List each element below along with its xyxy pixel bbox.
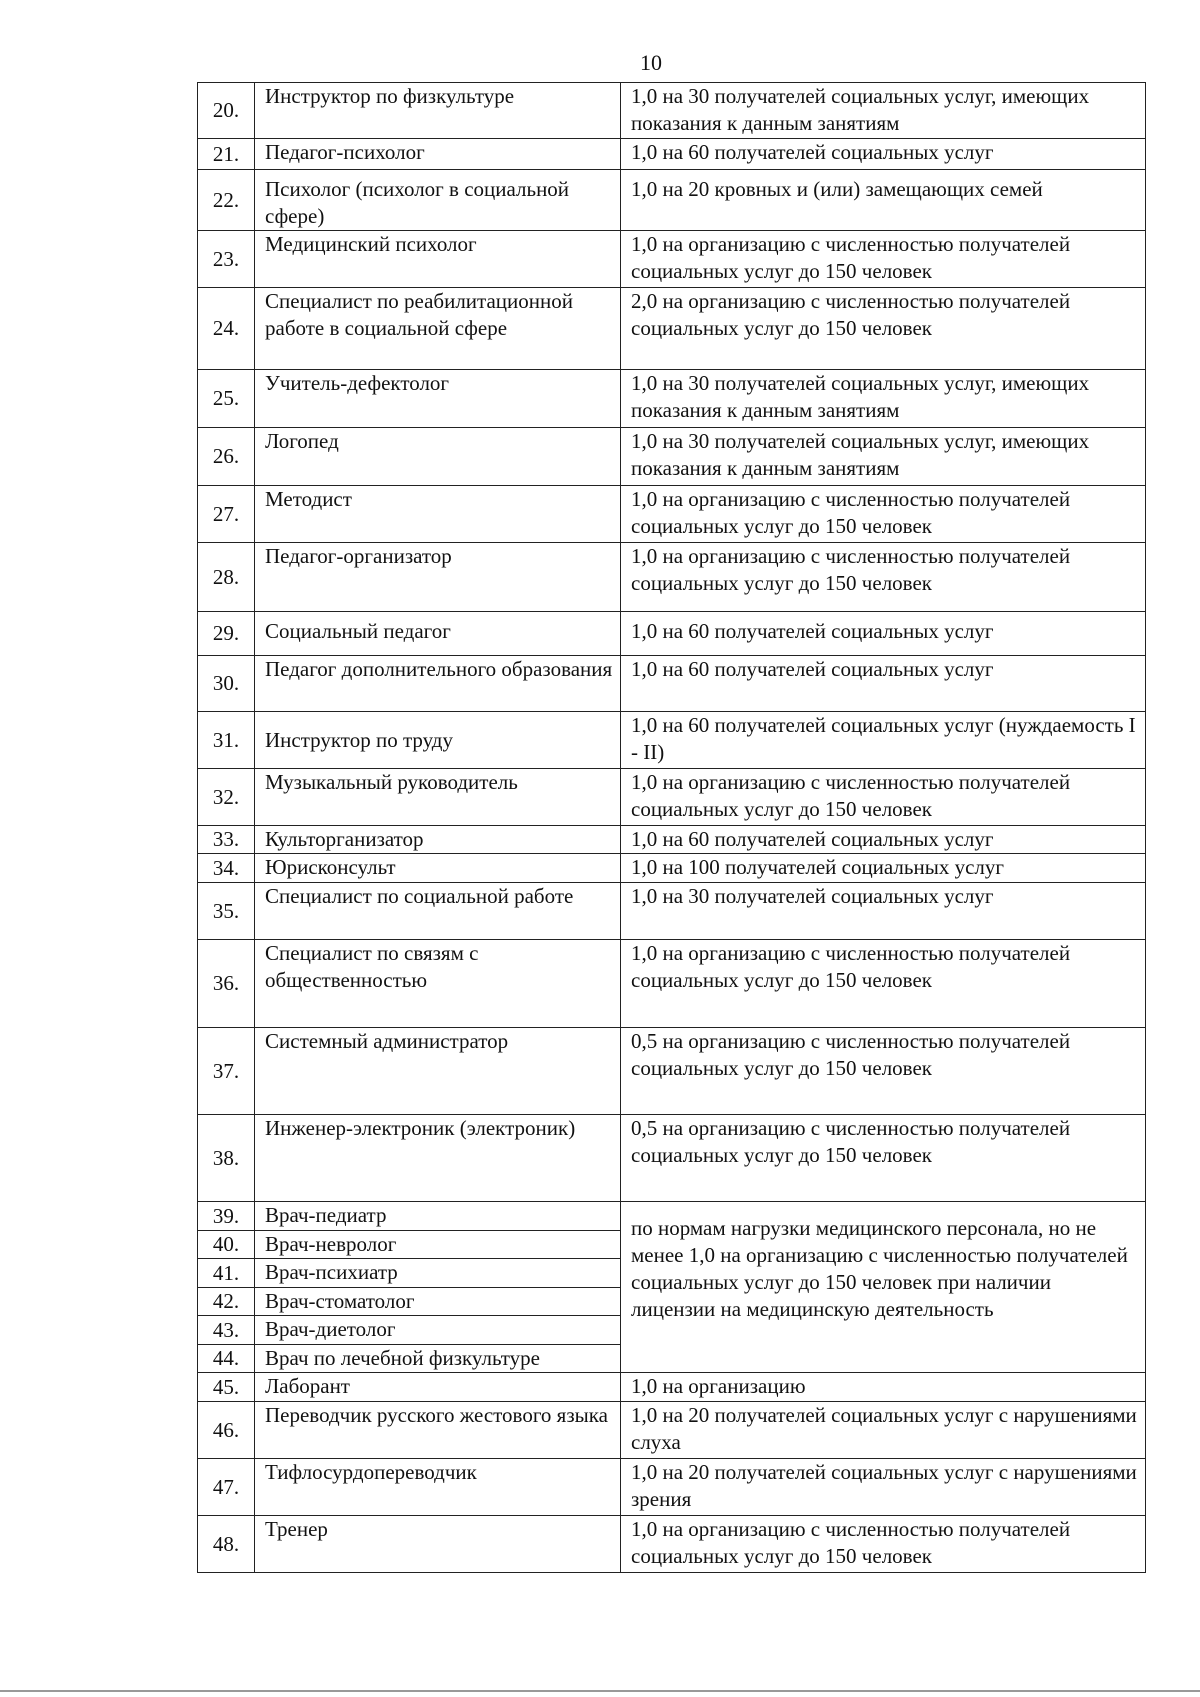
position-cell: Педагог-психолог [255, 139, 621, 170]
table-row [198, 1402, 1146, 1459]
position-cell: Инструктор по физкультуре [255, 83, 621, 139]
table-row [198, 170, 1146, 231]
table-row [198, 1115, 1146, 1202]
norm-cell: 1,0 на организацию с численностью получателей социальных услуг до 150 человек [621, 543, 1146, 612]
position-cell: Музыкальный руководитель [255, 769, 621, 826]
position-cell: Врач-педиатр [255, 1202, 621, 1231]
position-cell: Врач-стоматолог [255, 1288, 621, 1316]
row-number: 47. [198, 1459, 255, 1516]
row-number: 42. [198, 1288, 255, 1316]
norm-cell: 1,0 на организацию с численностью получателей социальных услуг до 150 человек [621, 486, 1146, 543]
table-row [198, 139, 1146, 170]
position-cell: Системный администратор [255, 1028, 621, 1115]
row-number: 33. [198, 826, 255, 854]
page-bottom-edge [0, 1690, 1200, 1692]
row-number: 34. [198, 854, 255, 883]
norm-cell: 1,0 на 30 получателей социальных услуг [621, 883, 1146, 940]
norm-cell: 0,5 на организацию с численностью получателей социальных услуг до 150 человек [621, 1115, 1146, 1202]
norm-cell: 1,0 на 30 получателей социальных услуг, имеющих показания к данным занятиям [621, 370, 1146, 428]
row-number: 36. [198, 940, 255, 1028]
position-cell: Инструктор по труду [255, 712, 621, 769]
position-cell: Врач по лечебной физкультуре [255, 1345, 621, 1373]
table-row [198, 854, 1146, 883]
row-number: 39. [198, 1202, 255, 1231]
table-row [198, 612, 1146, 656]
row-number: 26. [198, 428, 255, 486]
position-cell: Специалист по связям с общественностью [255, 940, 621, 1028]
position-cell: Культорганизатор [255, 826, 621, 854]
position-cell: Врач-невролог [255, 1231, 621, 1259]
row-number: 29. [198, 612, 255, 656]
row-number: 28. [198, 543, 255, 612]
row-number: 22. [198, 170, 255, 231]
table-row [198, 1373, 1146, 1402]
row-number: 40. [198, 1231, 255, 1259]
row-number: 41. [198, 1259, 255, 1288]
position-cell: Врач-психиатр [255, 1259, 621, 1288]
row-number: 24. [198, 288, 255, 370]
norm-cell: 1,0 на организацию с численностью получателей социальных услуг до 150 человек [621, 940, 1146, 1028]
position-cell: Учитель-дефектолог [255, 370, 621, 428]
position-cell: Тренер [255, 1516, 621, 1573]
row-number: 31. [198, 712, 255, 769]
row-number: 25. [198, 370, 255, 428]
table-row [198, 486, 1146, 543]
table-row [198, 1459, 1146, 1516]
position-cell: Инженер-электроник (электроник) [255, 1115, 621, 1202]
position-cell: Переводчик русского жестового языка [255, 1402, 621, 1459]
table-row [198, 1202, 1146, 1231]
row-number: 43. [198, 1316, 255, 1345]
norm-cell: 1,0 на 60 получателей социальных услуг (нуждаемость I - II) [621, 712, 1146, 769]
position-cell: Методист [255, 486, 621, 543]
row-number: 45. [198, 1373, 255, 1402]
row-number: 20. [198, 83, 255, 139]
position-cell: Психолог (психолог в социальной сфере) [255, 170, 621, 231]
position-cell: Педагог дополнительного образования [255, 656, 621, 712]
position-cell: Социальный педагог [255, 612, 621, 656]
table-row [198, 288, 1146, 370]
norm-cell: 1,0 на 60 получателей социальных услуг [621, 826, 1146, 854]
norm-cell: 1,0 на организацию с численностью получателей социальных услуг до 150 человек [621, 769, 1146, 826]
row-number: 38. [198, 1115, 255, 1202]
table-row [198, 1516, 1146, 1573]
table-row [198, 428, 1146, 486]
row-number: 35. [198, 883, 255, 940]
row-number: 23. [198, 231, 255, 288]
row-number: 21. [198, 139, 255, 170]
row-number: 27. [198, 486, 255, 543]
position-cell: Врач-диетолог [255, 1316, 621, 1345]
table-row [198, 1028, 1146, 1115]
row-number: 32. [198, 769, 255, 826]
norm-cell: 1,0 на организацию с численностью получателей социальных услуг до 150 человек [621, 1516, 1146, 1573]
table-row [198, 769, 1146, 826]
position-cell: Специалист по реабилитационной работе в социальной сфере [255, 288, 621, 370]
table-row [198, 83, 1146, 139]
page-number: 10 [640, 50, 662, 75]
position-cell: Лаборант [255, 1373, 621, 1402]
position-cell: Медицинский психолог [255, 231, 621, 288]
norm-cell: 1,0 на 60 получателей социальных услуг [621, 656, 1146, 712]
norm-cell: 1,0 на организацию с численностью получателей социальных услуг до 150 человек [621, 231, 1146, 288]
norm-cell: 1,0 на 30 получателей социальных услуг, имеющих показания к данным занятиям [621, 83, 1146, 139]
norm-cell: 1,0 на 30 получателей социальных услуг, имеющих показания к данным занятиям [621, 428, 1146, 486]
position-cell: Логопед [255, 428, 621, 486]
position-cell: Специалист по социальной работе [255, 883, 621, 940]
row-number: 44. [198, 1345, 255, 1373]
position-cell: Педагог-организатор [255, 543, 621, 612]
norm-cell: 2,0 на организацию с численностью получателей социальных услуг до 150 человек [621, 288, 1146, 370]
table-row [198, 231, 1146, 288]
table-row [198, 712, 1146, 769]
row-number: 48. [198, 1516, 255, 1573]
norm-cell: 1,0 на 20 получателей социальных услуг с нарушениями слуха [621, 1402, 1146, 1459]
table-row [198, 543, 1146, 612]
table-row [198, 940, 1146, 1028]
table-row [198, 883, 1146, 940]
position-cell: Юрисконсульт [255, 854, 621, 883]
norm-cell: 0,5 на организацию с численностью получателей социальных услуг до 150 человек [621, 1028, 1146, 1115]
row-number: 37. [198, 1028, 255, 1115]
physicians-norm-cell: по нормам нагрузки медицинского персонала, но не менее 1,0 на организацию с численностью получателей социальных услуг до 150 человек при наличии лицензии на медицинскую деятельность [621, 1202, 1146, 1373]
norm-cell: 1,0 на 20 кровных и (или) замещающих семей [621, 170, 1146, 231]
norm-cell: 1,0 на 20 получателей социальных услуг с нарушениями зрения [621, 1459, 1146, 1516]
staffing-norms-table [197, 82, 1146, 1573]
norm-cell: 1,0 на организацию [621, 1373, 1146, 1402]
table-row [198, 370, 1146, 428]
table-row [198, 656, 1146, 712]
position-cell: Тифлосурдопереводчик [255, 1459, 621, 1516]
table-row [198, 826, 1146, 854]
norm-cell: 1,0 на 60 получателей социальных услуг [621, 612, 1146, 656]
row-number: 30. [198, 656, 255, 712]
row-number: 46. [198, 1402, 255, 1459]
norm-cell: 1,0 на 60 получателей социальных услуг [621, 139, 1146, 170]
norm-cell: 1,0 на 100 получателей социальных услуг [621, 854, 1146, 883]
